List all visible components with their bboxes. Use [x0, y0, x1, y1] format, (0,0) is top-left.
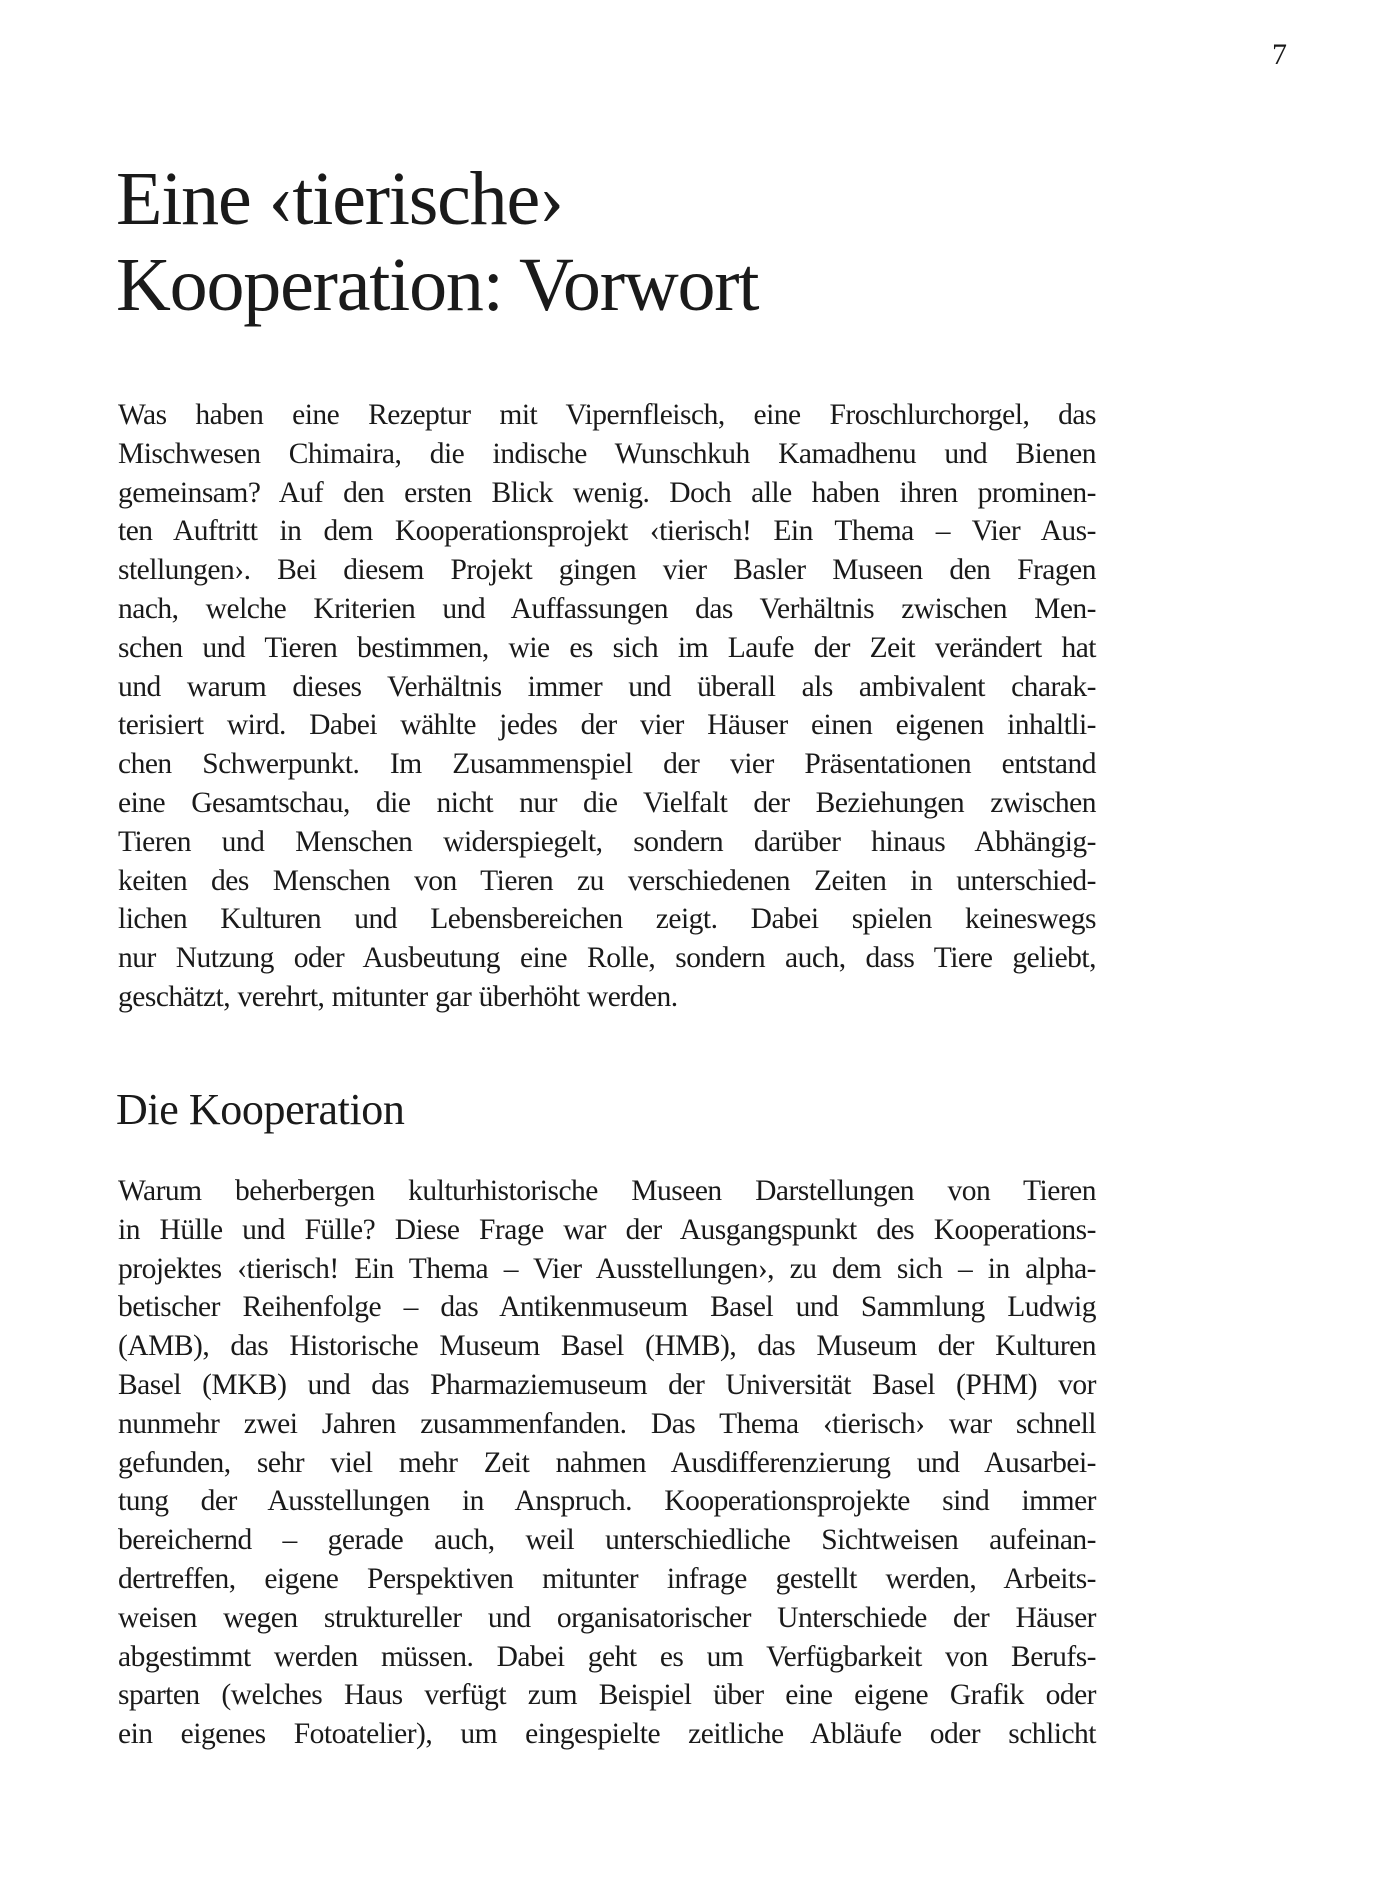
text-line: gefunden, sehr viel mehr Zeit nahmen Ausdifferenzierung und Ausarbei-	[118, 1446, 1096, 1479]
text-line: Warum beherbergen kulturhistorische Museen Darstellungen von Tieren	[118, 1175, 1096, 1207]
text-line: Kooperation: Vorwort	[116, 243, 759, 327]
section-heading: Die Kooperation	[116, 1085, 405, 1134]
text-line: ten Auftritt in dem Kooperationsprojekt ‹tierisch! Ein Thema – Vier Aus-	[118, 515, 1096, 548]
text-line: Eine ‹tierische›	[116, 157, 564, 241]
text-line: nach, welche Kriterien und Auffassungen das Verhältnis zwischen Men-	[118, 592, 1096, 625]
text-line: Tieren und Menschen widerspiegelt, sondern darüber hinaus Abhängig-	[118, 825, 1096, 858]
text-line: Was haben eine Rezeptur mit Vipernfleisch, eine Froschlurchorgel, das	[118, 399, 1096, 431]
text-line: (AMB), das Historische Museum Basel (HMB), das Museum der Kulturen	[118, 1330, 1096, 1363]
text-line: projektes ‹tierisch! Ein Thema – Vier Ausstellungen›, zu dem sich – in alpha-	[118, 1252, 1096, 1285]
text-line: keiten des Menschen von Tieren zu verschiedenen Zeiten in unterschied-	[118, 864, 1096, 897]
text-line: stellungen›. Bei diesem Projekt gingen vier Basler Museen den Fragen	[118, 554, 1096, 587]
text-line: gemeinsam? Auf den ersten Blick wenig. Doch alle haben ihren prominen-	[118, 476, 1096, 509]
text-line: in Hülle und Fülle? Diese Frage war der Ausgangspunkt des Kooperations-	[118, 1213, 1096, 1246]
page-number: 7	[1272, 38, 1287, 71]
text-line: Basel (MKB) und das Pharmaziemuseum der Universität Basel (PHM) vor	[118, 1368, 1096, 1401]
text-line: bereichernd – gerade auch, weil unterschiedliche Sichtweisen aufeinan-	[118, 1524, 1096, 1557]
text-line: weisen wegen struktureller und organisatorischer Unterschiede der Häuser	[118, 1601, 1096, 1634]
text-line: dertreffen, eigene Perspektiven mitunter infrage gestellt werden, Arbeits-	[118, 1562, 1096, 1595]
text-line: tung der Ausstellungen in Anspruch. Kooperationsprojekte sind immer	[118, 1485, 1096, 1518]
text-line: eine Gesamtschau, die nicht nur die Vielfalt der Beziehungen zwischen	[118, 786, 1096, 819]
text-line: schen und Tieren bestimmen, wie es sich im Laufe der Zeit verändert hat	[118, 631, 1096, 664]
text-line: Mischwesen Chimaira, die indische Wunschkuh Kamadhenu und Bienen	[118, 437, 1096, 470]
text-line: lichen Kulturen und Lebensbereichen zeigt. Dabei spielen keineswegs	[118, 903, 1096, 936]
text-line: geschätzt, verehrt, mitunter gar überhöht werden.	[118, 980, 678, 1013]
text-line: und warum dieses Verhältnis immer und überall als ambivalent charak-	[118, 670, 1096, 703]
text-line: ein eigenes Fotoatelier), um eingespielte zeitliche Abläufe oder schlicht	[118, 1718, 1096, 1751]
text-line: nur Nutzung oder Ausbeutung eine Rolle, sondern auch, dass Tiere geliebt,	[118, 942, 1096, 975]
text-line: abgestimmt werden müssen. Dabei geht es um Verfügbarkeit von Berufs-	[118, 1640, 1096, 1673]
chapter-title	[116, 156, 758, 328]
text-line: nunmehr zwei Jahren zusammenfanden. Das Thema ‹tierisch› war schnell	[118, 1407, 1096, 1440]
text-line: sparten (welches Haus verfügt zum Beispiel über eine eigene Grafik oder	[118, 1679, 1096, 1712]
text-line: chen Schwerpunkt. Im Zusammenspiel der vier Präsentationen entstand	[118, 748, 1096, 781]
section-paragraph	[118, 1172, 1096, 1754]
intro-paragraph	[118, 396, 1096, 1017]
text-line: betischer Reihenfolge – das Antikenmuseum Basel und Sammlung Ludwig	[118, 1291, 1096, 1324]
text-line: terisiert wird. Dabei wählte jedes der vier Häuser einen eigenen inhaltli-	[118, 709, 1096, 742]
